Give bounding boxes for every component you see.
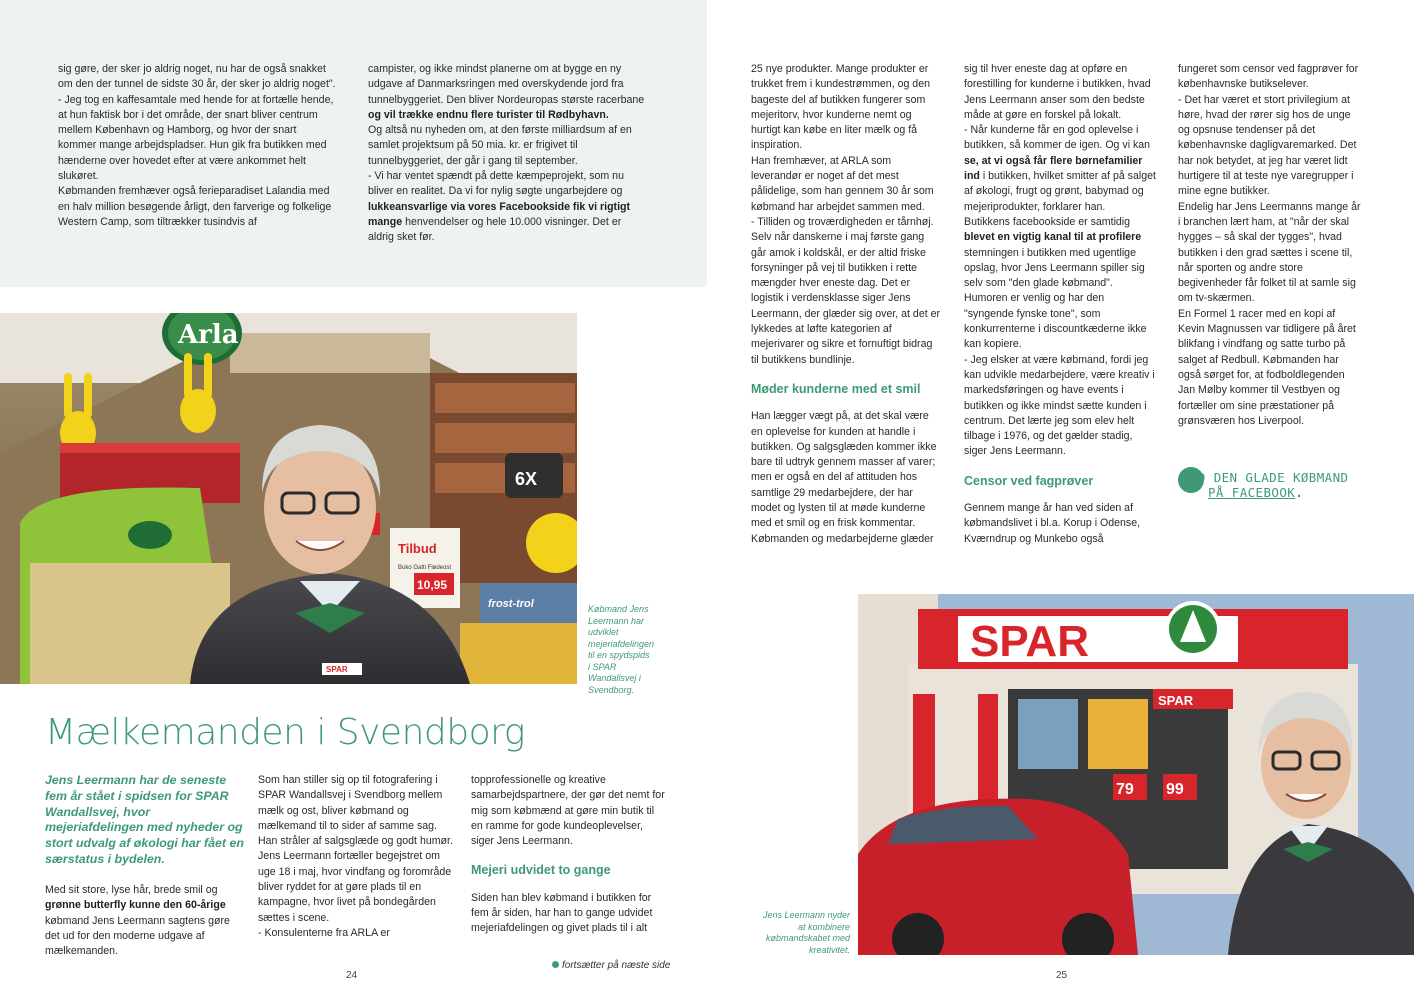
text: - Vi har ventet spændt på dette kæmpeprojekt, som nu bliver en realitet. Da vi for nylig søgte ungarbejdere og bbox=[368, 170, 624, 198]
paragraph: - Konsulenterne fra ARLA er bbox=[258, 926, 390, 939]
six-pack-label: 6X bbox=[515, 469, 538, 489]
text: henvendelser og hele 10.000 visninger. Det er aldrig sket før. bbox=[368, 215, 622, 244]
price-tag-1: 79 bbox=[1116, 781, 1134, 798]
paragraph: Endelig har Jens Leermanns mange år i branchen lært ham, at "når der skal hygges – så skal der tygges", hvad butikken i den grad sættes i scene til, når sporten og andre store begivenheder får folket til at samle sig om tv-skærmen. bbox=[1178, 200, 1361, 305]
paragraph: Og altså nu nyheden om, at den første milliardsum af en samlet projektsum på 50 mia. kr. er frigivet til tunnelbyggeriet, der går i gang til september. bbox=[368, 124, 632, 167]
section-heading: Mejeri udvidet to gange bbox=[471, 863, 611, 878]
text: - Når kunderne får en god oplevelse i butikken, så kommer de igen. Og vi kan bbox=[964, 124, 1151, 152]
paragraph: sig til hver eneste dag at opføre en forestilling for kunderne i butikken, hvad Jens Leermann anser som den bedste måde at gøre en forskel på lokalt. bbox=[964, 63, 1151, 121]
spar-badge-text: SPAR bbox=[326, 665, 348, 674]
bullet-dot-icon bbox=[552, 961, 559, 968]
paragraph: Gennem mange år han ved siden af købmandslivet i bl.a. Korup i Odense, Kværndrup og Munkebo også bbox=[964, 502, 1141, 545]
right-column-1 bbox=[751, 62, 941, 547]
highlight-text: se, at vi også får flere børnefamilier ind bbox=[964, 154, 1143, 183]
arla-logo-text: Arla bbox=[178, 320, 239, 350]
frost-label: frost-trol bbox=[488, 598, 534, 610]
paragraph: 25 nye produkter. Mange produkter er trukket frem i kundestrømmen, og den bageste del af butikken fungerer som mejeritorv, hvor kunderne nemt og hurtigt kan købe en liter mælk og få inspiration. bbox=[751, 63, 930, 152]
dot-icon: . bbox=[1295, 485, 1304, 500]
paragraph bbox=[368, 62, 650, 123]
section-heading: Censor ved fagprøver bbox=[964, 473, 1094, 488]
paragraph: - Jeg elsker at være købmand, fordi jeg kan udvikle medarbejdere, være kreativ i markedsføringen og have events i butikken og ikke mindst sætte kunden i centrum. Det lærte jeg som elev helt tilbage i 1976, og det gælder stadig, siger Jens Leermann. bbox=[964, 353, 1155, 458]
page-number-right: 25 bbox=[1056, 970, 1068, 981]
highlight-text: lukkeansvarlige via vores Facebookside fik vi rigtigt mange bbox=[368, 200, 631, 228]
tilbud-sub-label: Buko Gatti Flødeost bbox=[398, 565, 452, 571]
right-column-2 bbox=[964, 62, 1156, 547]
text: Butikkens facebookside er samtidig bbox=[964, 215, 1131, 228]
spar-sign-text: SPAR bbox=[970, 617, 1089, 666]
paragraph: Som han stiller sig op til fotografering i SPAR Wandallsvej i Svendborg mellem mælk og ost, bliver købmand og mælkemand til to sider af samme sag. Han stråler af salgsglæde og godt humør. bbox=[258, 774, 453, 848]
paragraph bbox=[964, 215, 1156, 353]
facebook-link-line1: MØD DEN GLADE KØBMAND bbox=[1182, 470, 1349, 485]
continue-text: fortsætter på næste side bbox=[562, 960, 671, 971]
dairy-scene-illustration bbox=[0, 313, 577, 684]
text: stemningen i butikken med ugentlige opslag, hvor Jens Leermann spiller sig selv som "den glade købmand". Humoren er venlig og har den "syngende fynske tone", som konkurrenterne i discountkæderne ikke kan kopiere. bbox=[964, 246, 1147, 351]
paragraph: Han lægger vægt på, at det skal være en oplevelse for kunden at handle i butikken. Og salgsglæden kommer ikke bare til udtryk gennem masser af varer; men er også en del af attituden hos samtlige 29 medarbejdere, der har modet og lysten til at møde kunderne med et smil og en frisk kommentar. Købmanden og medarbejderne glæder bbox=[751, 410, 937, 545]
paragraph: Jens Leermann fortæller begejstret om uge 18 i maj, hvor vindfang og forområde bliver ryddet for at gøre plads til en kampagne, hvor livet på bondegården sættes i scene. bbox=[258, 850, 452, 924]
paragraph: fungeret som censor ved fagprøver for københavnske butikselever. bbox=[1178, 63, 1359, 91]
article-intro: Jens Leermann har de seneste fem år stået i spidsen for SPAR Wandallsvej, hvor mejeriafdelingen med nyheder og stort udvalg af økologi har fået en særstatus i bydelen. bbox=[45, 773, 244, 866]
paragraph bbox=[368, 169, 650, 245]
left-bottom-column-3 bbox=[471, 773, 666, 937]
paragraph: Han fremhæver, at ARLA som leverandør er noget af det mest pålidelige, som han gennem 30 år som købmand har arbejdet sammen med. bbox=[751, 154, 934, 213]
photo-dairy-department bbox=[0, 313, 577, 684]
continue-note bbox=[552, 960, 670, 971]
text: købmand Jens Leermann sagtens gøre det ud for den moderne udgave af mælkemanden. bbox=[45, 914, 230, 958]
price-tag-2: 99 bbox=[1166, 781, 1184, 798]
text: campister, og ikke mindst planerne om at bygge en ny udgave af Danmarksringen med overskydende jord fra tunnelbyggeriet. Den bliver Nordeuropas største racerbane bbox=[368, 63, 645, 106]
photo-caption-2: Jens Leermann nyder at kombinere købmandskabet med kreativitet. bbox=[762, 910, 850, 955]
storefront-scene-illustration bbox=[858, 594, 1414, 955]
section-heading: Møder kunderne med et smil bbox=[751, 381, 921, 396]
paragraph: sig gøre, der sker jo aldrig noget, nu har de også snakket om den der tunnel de sidste 30 år, der sker jo aldrig noget". bbox=[58, 63, 336, 91]
right-column-3 bbox=[1178, 62, 1364, 429]
highlight-text: blevet en vigtig kanal til at profilere bbox=[964, 231, 1142, 244]
paragraph: - Tilliden og troværdigheden er tårnhøj. Selv når danskerne i maj første gang går amok i koldskål, er der altid friske forsyninger på vej til butikken i rette mængder hver eneste dag. Det er logistik i verdensklasse siger Jens Leermann, der glæder sig over, at det er lykkedes at løfte kategorien af mejerivarer og sikre et fornuftigt bidrag til butikkens bundlinje. bbox=[751, 215, 941, 366]
article-title: Mælkemanden i Svendborg bbox=[45, 712, 525, 753]
photo-spar-storefront bbox=[858, 594, 1414, 955]
facebook-link-line2-text: PÅ FACEBOOK bbox=[1208, 485, 1296, 500]
paragraph: - Jeg tog en kaffesamtale med hende for at fortælle hende, at hun faktisk bor i det område, der snart bliver centrum mellem København og Hamborg, og hvor der snart kommer mange arbejdspladser. Hun gik fra butikken med hænderne over hovedet efter at være ankommet helt slukøret. bbox=[58, 93, 334, 183]
paragraph: En Formel 1 racer med en kopi af Kevin Magnussen var tidligere på året blikfang i vindfang og satte turbo på salget af Redbull. Købmanden har også sørget for, at fodboldlegenden Jan Mølby kommer til Vestbyen og fortæller om sine præstationer på grønsværen hos Liverpool. bbox=[1178, 307, 1356, 427]
page-number-left: 24 bbox=[346, 970, 358, 981]
text: Med sit store, lyse hår, brede smil og bbox=[45, 884, 218, 896]
paragraph: - Det har været et stort privilegium at høre, hvad der rører sig hos de unge og opsnuse tendenser på det københavnske dagligvaremarked. Det har nok betydet, at jeg har været lidt hurtigere til at teste nye varegrupper i mine egne butikker. bbox=[1178, 93, 1357, 198]
paragraph bbox=[964, 123, 1156, 215]
facebook-link-line2 bbox=[1182, 485, 1362, 500]
highlight-text: og vil trække endnu flere turister til Rødbyhavn. bbox=[368, 108, 609, 121]
price-label: 10,95 bbox=[417, 578, 448, 592]
text: i butikken, hvilket smitter af på salget af økologi, frugt og grønt, babymad og mejeriprodukter, forklarer han. bbox=[964, 170, 1156, 213]
facebook-link[interactable] bbox=[1182, 470, 1362, 500]
paragraph: Siden han blev købmand i butikken for fem år siden, har han to gange udvidet mejeriafdelingen og givet plads til i alt bbox=[471, 891, 653, 935]
highlight-text: grønne butterfly kunne den 60-årige bbox=[45, 899, 226, 912]
paragraph: topprofessionelle og kreative samarbejdspartnere, der gør det nemt for mig som købmænd at gøre min butik til en ramme for gode kundeoplevelser, siger Jens Leermann. bbox=[471, 774, 665, 848]
window-spar-text: SPAR bbox=[1158, 693, 1194, 708]
photo-caption-1: Købmand Jens Leermann har udviklet mejeriafdelingen til en spydspids i SPAR Wandallsvej i Svendborg. bbox=[588, 604, 655, 695]
paragraph: Købmanden fremhæver også ferieparadiset Lalandia med en halv million besøgende årligt, den farverige og folkelige Western Camp, som tiltrækker tusindvis af bbox=[58, 185, 332, 228]
left-top-column-1 bbox=[58, 62, 336, 230]
left-bottom-column-1 bbox=[45, 883, 245, 959]
left-top-column-2 bbox=[368, 62, 650, 246]
left-bottom-column-2 bbox=[258, 773, 458, 941]
paragraph bbox=[45, 883, 245, 959]
tilbud-label: Tilbud bbox=[398, 541, 437, 556]
